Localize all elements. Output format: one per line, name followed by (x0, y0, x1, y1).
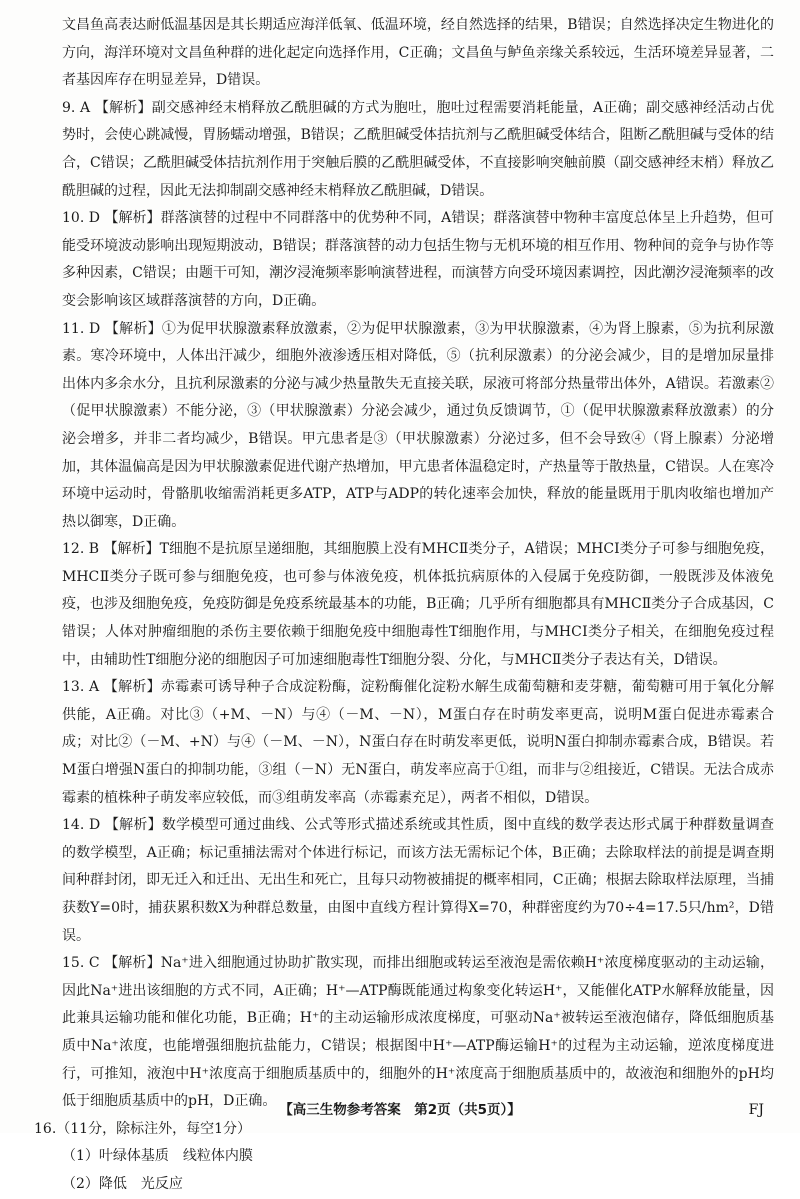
footer-tag: FJ (748, 1102, 764, 1118)
paragraph-q16-header: 16.（11分，除标注外，每空1分） (34, 1120, 251, 1137)
paragraph-q8-continued: 文昌鱼高表达耐低温基因是其长期适应海洋低氧、低温环境，经自然选择的结果，B错误；自然选择决定生物进化的方向，海洋环境对文昌鱼种群的进化起定向选择作用，C正确；文昌鱼与鲈鱼亲缘关系较远，生活环境差异显著，二者基因库存在明显差异，D错误。 (62, 17, 774, 89)
paragraph-q15: 15. C 【解析】Na⁺进入细胞通过协助扩散实现，而排出细胞或转运至液泡是需依赖H⁺浓度梯度驱动的主动运输，因此Na⁺进出该细胞的方式不同，A正确；H⁺—ATP酶既能通过构象变化转运H⁺，又能催化ATP水解释放能量，因此兼具运输功能和催化功能，B正确；H⁺的主动运输形成浓度梯度，可驱动Na⁺被转运至液泡储存，降低细胞质基质中Na⁺浓度，也能增强细胞抗盐能力，C错误；根据图中H⁺—ATP酶运输H⁺的过程为主动运输，逆浓度梯度进行，可推知，液泡中H⁺浓度高于细胞质基质中的，细胞外的H⁺浓度高于细胞质基质中的，故液泡和细胞外的pH均低于细胞质基质中的pH，D正确。 (62, 955, 774, 1110)
paragraph-q14: 14. D 【解析】数学模型可通过曲线、公式等形式描述系统或其性质，图中直线的数学表达形式属于种群数量调查的数学模型，A正确；标记重捕法需对个体进行标记，而该方法无需标记个体，B正确；去除取样法的前提是调查期间种群封闭，即无迁入和迁出、无出生和死亡，且每只动物被捕捉的概率相同，C正确；根据去除取样法原理，当捕获数Y=0时，捕获累积数X为种群总数量，由图中直线方程计算得X=70，种群密度约为70÷4=17.5只/hm²，D错误。 (62, 817, 774, 944)
answer-content (34, 12, 774, 1199)
paragraph-q11: 11. D 【解析】①为促甲状腺激素释放激素，②为促甲状腺激素，③为甲状腺激素，④为肾上腺素，⑤为抗利尿激素。寒冷环境中，人体出汗减少，细胞外液渗透压相对降低，⑤（抗利尿激素）的分泌会减少，目的是增加尿量排出体内多余水分，且抗利尿激素的分泌与减少热量散失无直接关联，尿液可将部分热量带出体外，A错误。若激素②（促甲状腺激素）不能分泌，③（甲状腺激素）分泌会减少，通过负反馈调节，①（促甲状腺激素释放激素）的分泌会增多，并非二者均减少，B错误。甲亢患者是③（甲状腺激素）分泌过多，但不会导致④（肾上腺素）分泌增加，其体温偏高是因为甲状腺激素促进代谢产热增加，甲亢患者体温稳定时，产热量等于散热量，C错误。人在寒冷环境中运动时，骨骼肌收缩需消耗更多ATP，ATP与ADP的转化速率会加快，释放的能量既用于肌肉收缩也增加产热以御寒，D正确。 (62, 320, 774, 530)
paragraph-q16-part2: （2）降低 光反应 (62, 1175, 183, 1192)
page-footer (0, 1098, 800, 1122)
paragraph-q10: 10. D 【解析】群落演替的过程中不同群落中的优势种不同，A错误；群落演替中物种丰富度总体呈上升趋势，但可能受环境波动影响出现短期波动，B错误；群落演替的动力包括生物与无机环境的相互作用、物种间的竞争与协作等多种因素，C错误；由题干可知，潮汐浸淹频率影响演替进程，而演替方向受环境因素调控，因此潮汐浸淹频率的改变会影响该区域群落演替的方向，D正确。 (62, 210, 774, 309)
paragraph-q9: 9. A 【解析】副交感神经末梢释放乙酰胆碱的方式为胞吐，胞吐过程需要消耗能量，A正确；副交感神经活动占优势时，会使心跳减慢，胃肠蠕动增强，B错误；乙酰胆碱受体拮抗剂与乙酰胆碱受体结合，阻断乙酰胆碱与受体的结合，C错误；乙酰胆碱受体拮抗剂作用于突触后膜的乙酰胆碱受体，不直接影响突触前膜（副交感神经末梢）释放乙酰胆碱的过程，因此无法抑制副交感神经末梢释放乙酰胆碱，D错误。 (62, 99, 774, 199)
paragraph-q12: 12. B 【解析】T细胞不是抗原呈递细胞，其细胞膜上没有MHCⅡ类分子，A错误；MHCⅠ类分子可参与细胞免疫，MHCⅡ类分子既可参与细胞免疫，也可参与体液免疫，机体抵抗病原体的入侵属于免疫防御，一般既涉及体液免疫，也涉及细胞免疫，免疫防御是免疫系统最基本的功能，B正确；几乎所有细胞都具有MHCⅡ类分子合成基因，C错误；人体对肿瘤细胞的杀伤主要依赖于细胞免疫中细胞毒性T细胞作用，与MHCⅠ类分子相关，在细胞免疫过程中，由辅助性T细胞分泌的细胞因子可加速细胞毒性T细胞分裂、分化，与MHCⅡ类分子表达有关，D错误。 (62, 541, 774, 668)
footer-title: 【高三生物参考答案 第2页（共5页）】 (279, 1102, 521, 1118)
paragraph-q13: 13. A 【解析】赤霉素可诱导种子合成淀粉酶，淀粉酶催化淀粉水解生成葡萄糖和麦芽糖，葡萄糖可用于氧化分解供能，A正确。对比③（+M、－N）与④（－M、－N），M蛋白存在时萌发率更高，说明M蛋白促进赤霉素合成；对比②（－M、+N）与④（－M、－N），N蛋白存在时萌发率更低，说明N蛋白抑制赤霉素合成，B错误。若M蛋白增强N蛋白的抑制功能，③组（－N）无N蛋白，萌发率应高于①组，而非与②组接近，C错误。无法合成赤霉素的植株种子萌发率应较低，而③组萌发率高（赤霉素充足），两者不相似，D错误。 (62, 679, 774, 806)
paragraph-q16-part1: （1）叶绿体基质 线粒体内膜 (62, 1148, 253, 1165)
